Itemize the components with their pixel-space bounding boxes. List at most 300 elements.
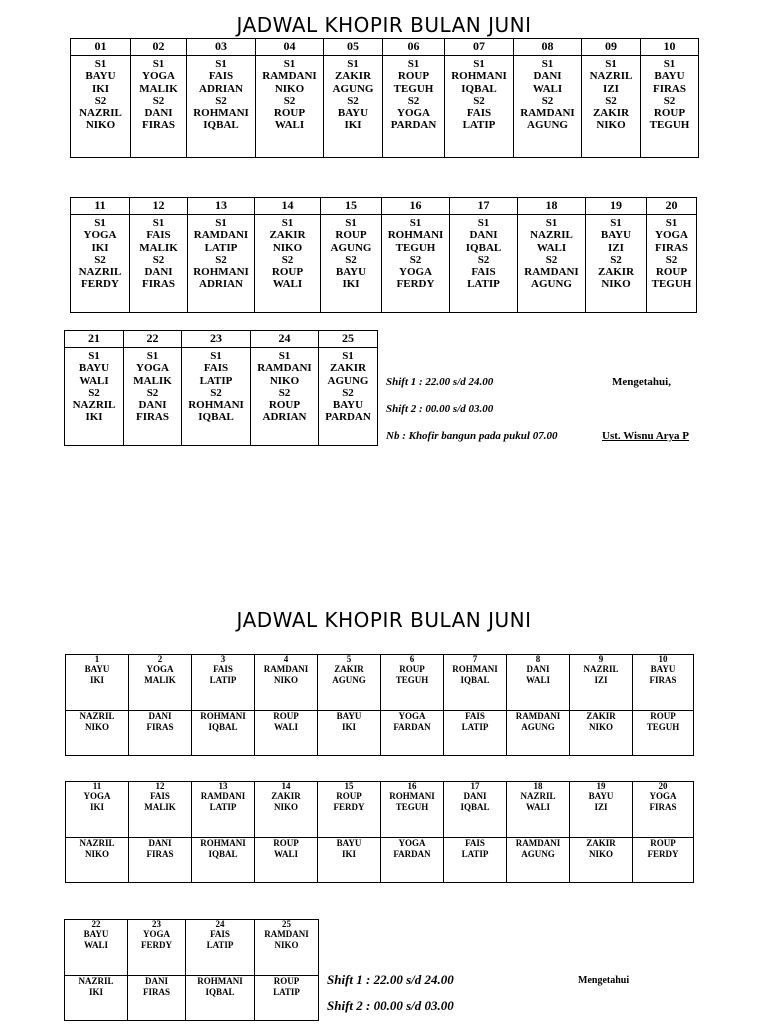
day-number-cell: 1 <box>66 655 129 665</box>
shift1-name: YOGA <box>83 229 117 242</box>
shift1-name: IZI <box>594 675 608 685</box>
shift2-cell <box>633 838 694 883</box>
shift2-name: BAYU <box>337 107 369 120</box>
body-row <box>71 56 699 158</box>
shift2-name: ZAKIR <box>597 266 635 279</box>
shift1-name: LATIP <box>209 675 237 685</box>
shift2-name: IKI <box>341 722 356 732</box>
shift2-label: S2 <box>146 386 159 399</box>
shift1-label: S1 <box>215 217 227 229</box>
shift2-name: ROUP <box>268 399 301 412</box>
shift2-name: ZAKIR <box>586 711 616 721</box>
shift1-cell <box>381 664 444 711</box>
day-number-cell: 15 <box>318 782 381 792</box>
shift1-label: S1 <box>152 217 165 229</box>
shift2-cell <box>444 838 507 883</box>
shift2-name: ROUP <box>650 711 676 721</box>
shift2-name: LATIP <box>273 987 300 997</box>
shift1-label: S1 <box>665 217 678 229</box>
day-shift-cell <box>71 56 131 158</box>
day-shift-cell <box>321 215 382 313</box>
shift2-name: RAMDANI <box>520 107 575 120</box>
day-shift-cell <box>131 56 187 158</box>
shift2-cell <box>570 838 633 883</box>
shift1-note: Shift 1 : 22.00 s/d 24.00 <box>386 376 494 388</box>
shift2-name: ROHMANI <box>193 266 249 279</box>
shift2-name: WALI <box>273 849 298 859</box>
shift2-label: S2 <box>215 94 227 107</box>
schedule-table-days-21-25 <box>64 330 378 446</box>
shift2-label: S2 <box>94 253 106 266</box>
shift2-name: DANI <box>148 711 172 721</box>
day-shift-cell <box>582 56 641 158</box>
shift1-name: YOGA <box>136 362 169 375</box>
shift2-name: ROUP <box>650 838 676 848</box>
shift1-name: BAYU <box>83 929 109 939</box>
shift2-label: S2 <box>605 94 617 107</box>
shift2-name: FERDY <box>396 278 435 291</box>
shift2-name: PARDAN <box>325 411 371 424</box>
day-number-cell: 20 <box>647 198 697 215</box>
shift1-name: FIRAS <box>654 241 688 254</box>
day-shift-cell <box>382 215 450 313</box>
shift1-cell <box>255 791 318 838</box>
shift1-name: LATIP <box>209 802 237 812</box>
day-number-cell: 23 <box>182 331 251 348</box>
shift1-name: FAIS <box>146 229 171 242</box>
shift1-name: NAZRIL <box>583 664 619 674</box>
shift1-name: DANI <box>463 791 487 801</box>
day-number-cell: 22 <box>124 331 182 348</box>
shift2-cell <box>129 838 192 883</box>
day-number-cell: 3 <box>192 655 255 665</box>
shift2-name: FAIS <box>471 266 496 279</box>
day-shift-cell <box>255 215 321 313</box>
shift1-name: ROUP <box>397 70 430 83</box>
shift1-label: S1 <box>94 58 107 70</box>
shift2-row <box>65 976 319 1021</box>
shift2-name: AGUNG <box>531 278 572 291</box>
shift1-name: ADRIAN <box>199 82 243 95</box>
shift1-name: WALI <box>525 675 550 685</box>
shift1-name: NAZRIL <box>520 791 556 801</box>
schedule-title-1: JADWAL KHOPIR BULAN JUNI <box>236 13 532 37</box>
shift1-cell <box>129 664 192 711</box>
shift2-name: FIRAS <box>141 119 175 132</box>
shift1-label: S1 <box>146 350 159 362</box>
shift1-cell <box>192 791 255 838</box>
shift2-name: FARDAN <box>393 849 431 859</box>
schedule-table-days-01-10 <box>70 38 699 158</box>
shift1-label: S1 <box>88 350 100 362</box>
shift1-name: TEGUH <box>395 675 429 685</box>
shift1-name: FAIS <box>150 791 170 801</box>
shift1-label: S1 <box>152 58 165 70</box>
day-number-cell: 06 <box>383 39 445 56</box>
shift1-name: FAIS <box>203 362 229 375</box>
shift1-cell <box>381 791 444 838</box>
header-row <box>65 920 319 930</box>
shift1-name: BAYU <box>654 70 685 83</box>
shift2-name: ROHMANI <box>200 711 246 721</box>
shift2-note: Shift 2 : 00.00 s/d 03.00 <box>386 403 494 415</box>
shift1-name: ROHMANI <box>452 664 498 674</box>
shift1-name: AGUNG <box>332 675 366 685</box>
shift1-name: BAYU <box>85 70 116 83</box>
shift1-name: RAMDANI <box>263 664 309 674</box>
shift2-name: ROHMANI <box>188 399 244 412</box>
shift2-name: AGUNG <box>521 722 555 732</box>
day-number-cell: 10 <box>641 39 699 56</box>
shift1-name: LATIP <box>204 241 238 254</box>
shift1-cell <box>570 664 633 711</box>
shift2-name: LATIP <box>467 278 500 291</box>
shift2-name: IKI <box>88 987 103 997</box>
shift1-name: NIKO <box>273 675 298 685</box>
shift1-name: ROUP <box>335 229 367 242</box>
shift1-cell <box>255 929 319 976</box>
shift1-cell <box>66 664 129 711</box>
day-number-cell: 13 <box>188 198 255 215</box>
shift1-name: YOGA <box>142 70 175 83</box>
shift1-name: YOGA <box>649 791 677 801</box>
shift2-name: NAZRIL <box>79 838 115 848</box>
day-number-cell: 02 <box>131 39 187 56</box>
shift2-name: NAZRIL <box>79 107 122 120</box>
shift2-name: TEGUH <box>651 278 692 291</box>
shift1-name: TEGUH <box>395 802 429 812</box>
shift2-name: ROUP <box>273 838 299 848</box>
day-shift-cell <box>641 56 699 158</box>
shift2-name: BAYU <box>336 711 362 721</box>
shift1-name: AGUNG <box>332 82 374 95</box>
shift1-name: IZI <box>603 82 619 95</box>
shift1-name: NIKO <box>273 802 298 812</box>
shift2-cell <box>192 838 255 883</box>
shift2-name: YOGA <box>399 266 432 279</box>
shift2-name: IQBAL <box>208 722 238 732</box>
day-number-cell: 22 <box>65 920 128 930</box>
shift2-name: NIKO <box>84 849 109 859</box>
shift2-name: LATIP <box>462 119 496 132</box>
shift2-name: RAMDANI <box>515 838 561 848</box>
shift1-cell <box>66 791 129 838</box>
shift1-cell <box>507 664 570 711</box>
shift2-name: IKI <box>85 411 103 424</box>
shift2-name: IKI <box>342 278 360 291</box>
shift2-name: BAYU <box>332 399 364 412</box>
shift1-cell <box>633 791 694 838</box>
day-number-cell: 14 <box>255 782 318 792</box>
shift1-label: S1 <box>541 58 554 70</box>
shift2-name: LATIP <box>461 849 489 859</box>
day-number-cell: 17 <box>444 782 507 792</box>
shift2-row <box>66 711 694 756</box>
day-shift-cell <box>383 56 445 158</box>
shift1-name: NIKO <box>274 82 305 95</box>
shift1-name: AGUNG <box>330 241 372 254</box>
shift2-label: S2 <box>663 94 676 107</box>
day-number-cell: 04 <box>256 39 324 56</box>
shift1-name: ROHMANI <box>451 70 507 83</box>
shift2-name: FIRAS <box>146 722 174 732</box>
shift2-name: FIRAS <box>141 278 175 291</box>
shift1-label: S1 <box>407 58 420 70</box>
shift1-name: NAZRIL <box>530 229 573 242</box>
shift2-label: S2 <box>152 253 165 266</box>
shift2-name: AGUNG <box>521 849 555 859</box>
day-shift-cell <box>187 56 256 158</box>
shift2-name: PARDAN <box>390 119 437 132</box>
day-number-cell: 9 <box>570 655 633 665</box>
body-row <box>71 215 697 313</box>
shift1-name: BAYU <box>600 229 632 242</box>
shift1-name: NAZRIL <box>589 70 633 83</box>
day-number-cell: 11 <box>66 782 129 792</box>
shift2-name: YOGA <box>398 838 426 848</box>
shift2-name: NIKO <box>601 278 631 291</box>
shift2-name: ROUP <box>273 107 306 120</box>
day-number-cell: 01 <box>71 39 131 56</box>
shift2-name: FAIS <box>466 107 492 120</box>
shift1-name: FAIS <box>208 70 234 83</box>
shift2-cell <box>255 711 318 756</box>
day-number-cell: 18 <box>518 198 586 215</box>
shift1-name: IKI <box>89 802 104 812</box>
shift2-name: FAIS <box>465 838 485 848</box>
shift1-name: FERDY <box>333 802 365 812</box>
shift1-name: BAYU <box>84 664 110 674</box>
shift1-name: ZAKIR <box>269 229 306 242</box>
shift2-label: S2 <box>541 94 554 107</box>
shift1-name: WALI <box>536 241 567 254</box>
day-number-cell: 6 <box>381 655 444 665</box>
shift1-name: RAMDANI <box>264 929 309 939</box>
shift1-cell <box>570 791 633 838</box>
shift1-label: S1 <box>94 217 106 229</box>
shift2-name: ROUP <box>655 266 688 279</box>
shift2-row <box>66 838 694 883</box>
shift2-label: S2 <box>407 94 420 107</box>
shift1-label: S1 <box>215 58 227 70</box>
shift2-name: IQBAL <box>208 849 238 859</box>
shift2-name: ROHMANI <box>200 838 246 848</box>
shift2-name: AGUNG <box>527 119 568 132</box>
shift1-name: YOGA <box>146 664 174 674</box>
shift2-name: FIRAS <box>135 411 169 424</box>
header-row <box>66 655 694 665</box>
shift1-name: IQBAL <box>460 675 490 685</box>
shift2-name: NIKO <box>588 722 613 732</box>
day-shift-cell <box>319 348 378 446</box>
shift1-name: WALI <box>525 802 550 812</box>
signer-name: Ust. Wisnu Arya P <box>602 430 690 442</box>
day-shift-cell <box>256 56 324 158</box>
shift2-name: DANI <box>144 266 173 279</box>
shift2-cell <box>318 838 381 883</box>
day-shift-cell <box>450 215 518 313</box>
schedule-table-2-days-22-25 <box>64 919 319 1021</box>
day-number-cell: 11 <box>71 198 130 215</box>
day-number-cell: 8 <box>507 655 570 665</box>
day-number-cell: 21 <box>65 331 124 348</box>
shift1-note-2: Shift 1 : 22.00 s/d 24.00 <box>327 972 454 987</box>
day-number-cell: 10 <box>633 655 694 665</box>
shift2-name: RAMDANI <box>515 711 561 721</box>
day-number-cell: 7 <box>444 655 507 665</box>
shift1-label: S1 <box>545 217 558 229</box>
day-number-cell: 16 <box>381 782 444 792</box>
shift1-name: TEGUH <box>393 82 434 95</box>
day-number-cell: 18 <box>507 782 570 792</box>
shift1-name: IZI <box>594 802 608 812</box>
shift2-cell <box>128 976 186 1021</box>
shift1-name: MALIK <box>139 241 178 254</box>
shift1-name: MALIK <box>144 675 176 685</box>
shift2-cell <box>633 711 694 756</box>
shift1-name: AGUNG <box>327 374 369 387</box>
shift2-cell <box>129 711 192 756</box>
shift2-name: ROUP <box>273 976 300 986</box>
day-number-cell: 07 <box>445 39 514 56</box>
shift2-name: DANI <box>148 838 172 848</box>
shift2-name: TEGUH <box>646 722 680 732</box>
shift2-name: NAZRIL <box>72 399 116 412</box>
shift2-name: LATIP <box>461 722 489 732</box>
shift1-label: S1 <box>283 58 296 70</box>
shift2-name: NAZRIL <box>78 266 122 279</box>
header-row <box>71 198 697 215</box>
day-shift-cell <box>71 215 130 313</box>
shift2-label: S2 <box>545 253 558 266</box>
shift2-name: YOGA <box>398 711 426 721</box>
day-number-cell: 09 <box>582 39 641 56</box>
day-number-cell: 25 <box>255 920 319 930</box>
shift1-name: WALI <box>79 374 109 387</box>
shift2-cell <box>444 711 507 756</box>
shift1-name: NIKO <box>274 940 299 950</box>
day-number-cell: 24 <box>186 920 255 930</box>
shift1-cell <box>633 664 694 711</box>
shift1-label: S1 <box>409 217 422 229</box>
shift2-label: S2 <box>342 386 354 399</box>
shift2-cell <box>255 838 318 883</box>
shift2-cell <box>318 711 381 756</box>
shift2-name: IKI <box>341 849 356 859</box>
shift1-cell <box>186 929 255 976</box>
shift1-name: IKI <box>91 241 109 254</box>
shift2-name: NIKO <box>596 119 626 132</box>
shift1-name: IKI <box>91 82 110 95</box>
day-shift-cell <box>647 215 697 313</box>
shift1-name: BAYU <box>588 791 614 801</box>
shift1-name: RAMDANI <box>262 70 317 83</box>
shift1-label: S1 <box>342 350 354 362</box>
shift1-label: S1 <box>278 350 291 362</box>
shift2-label: S2 <box>665 253 678 266</box>
shift2-name: WALI <box>274 119 305 132</box>
shift2-name: NAZRIL <box>78 976 114 986</box>
shift1-name: YOGA <box>143 929 170 939</box>
shift1-name: RAMDANI <box>193 229 249 242</box>
day-shift-cell <box>130 215 188 313</box>
shift1-cell <box>507 791 570 838</box>
shift1-name: ROHMANI <box>389 791 435 801</box>
shift1-row <box>66 664 694 711</box>
shift1-name: MALIK <box>139 82 178 95</box>
shift2-name: FIRAS <box>146 849 174 859</box>
shift2-name: DANI <box>144 976 168 986</box>
mengetahui-label: Mengetahui, <box>612 376 671 388</box>
shift1-name: ROUP <box>336 791 362 801</box>
shift2-label: S2 <box>283 94 296 107</box>
header-row <box>71 39 699 56</box>
day-shift-cell <box>65 348 124 446</box>
header-row <box>65 331 378 348</box>
day-shift-cell <box>124 348 182 446</box>
shift1-name: LATIP <box>206 940 234 950</box>
day-shift-cell <box>518 215 586 313</box>
shift1-name: FERDY <box>141 940 172 950</box>
day-number-cell: 12 <box>129 782 192 792</box>
shift2-label: S2 <box>610 253 622 266</box>
day-number-cell: 05 <box>324 39 383 56</box>
shift2-cell <box>381 711 444 756</box>
schedule-table-2-days-1-10 <box>65 654 694 756</box>
day-shift-cell <box>324 56 383 158</box>
shift2-name: IQBAL <box>205 987 235 997</box>
shift2-label: S2 <box>210 386 222 399</box>
shift2-label: S2 <box>278 386 291 399</box>
shift2-cell <box>192 711 255 756</box>
header-row <box>66 782 694 792</box>
shift1-cell <box>65 929 128 976</box>
shift2-label: S2 <box>152 94 165 107</box>
shift2-name: NIKO <box>85 119 116 132</box>
shift1-name: RAMDANI <box>200 791 246 801</box>
shift1-name: IQBAL <box>461 82 497 95</box>
day-shift-cell <box>445 56 514 158</box>
shift1-name: FAIS <box>213 664 233 674</box>
shift2-cell <box>507 838 570 883</box>
shift1-cell <box>444 664 507 711</box>
shift1-label: S1 <box>473 58 485 70</box>
shift2-cell <box>66 711 129 756</box>
shift2-name: ROUP <box>271 266 304 279</box>
shift2-name: NIKO <box>84 722 109 732</box>
shift2-name: FERDY <box>81 278 119 291</box>
shift2-name: NIKO <box>588 849 613 859</box>
shift2-label: S2 <box>281 253 294 266</box>
shift1-name: FIRAS <box>652 82 686 95</box>
shift1-cell <box>192 664 255 711</box>
day-number-cell: 24 <box>251 331 319 348</box>
shift1-label: S1 <box>345 217 357 229</box>
shift1-cell <box>318 791 381 838</box>
shift2-name: IQBAL <box>198 411 234 424</box>
shift2-cell <box>381 838 444 883</box>
shift1-label: S1 <box>610 217 622 229</box>
shift2-name: ADRIAN <box>199 278 243 291</box>
shift1-name: YOGA <box>655 229 688 242</box>
shift1-label: S1 <box>210 350 222 362</box>
shift1-row <box>66 791 694 838</box>
shift1-name: ROUP <box>399 664 425 674</box>
shift1-name: ZAKIR <box>271 791 301 801</box>
shift1-name: FAIS <box>210 929 230 939</box>
shift2-name: TEGUH <box>649 119 690 132</box>
shift1-label: S1 <box>477 217 490 229</box>
